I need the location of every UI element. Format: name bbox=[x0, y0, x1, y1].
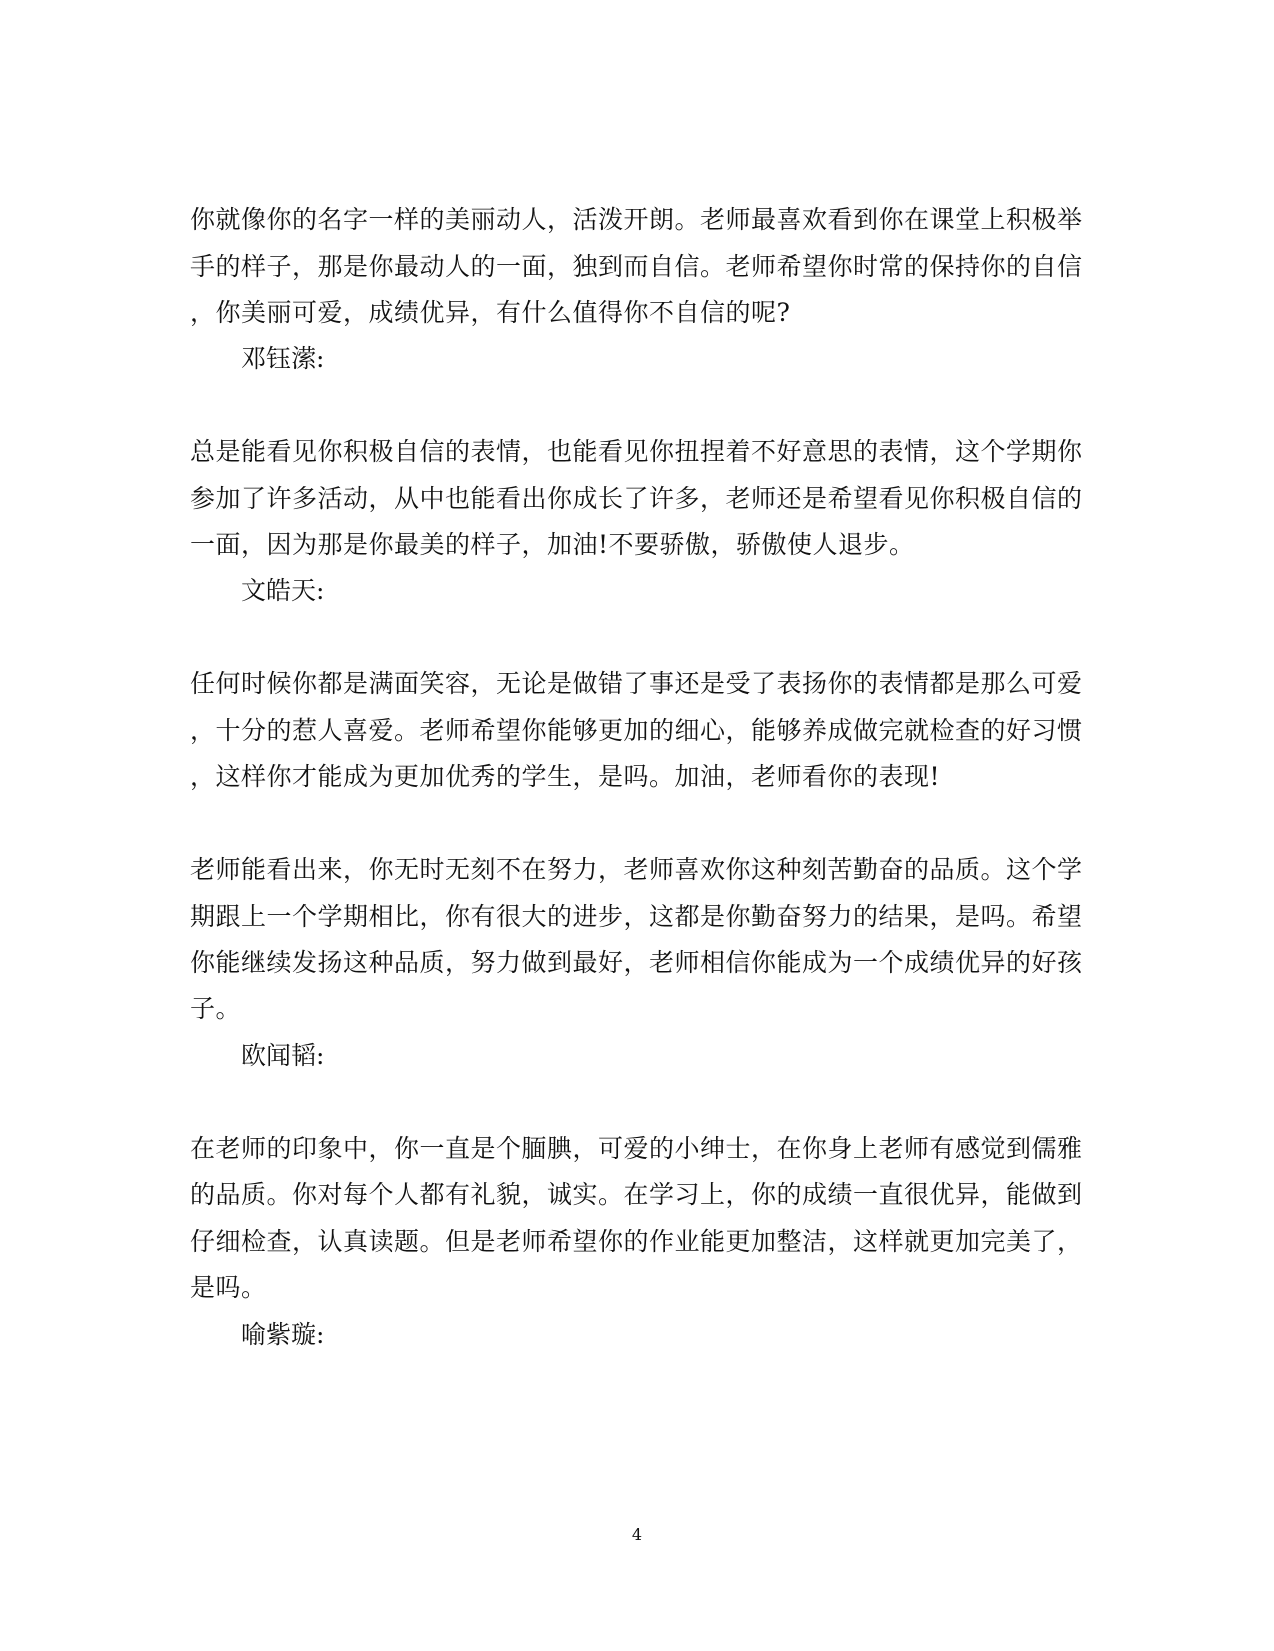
paragraph-line: 你就像你的名字一样的美丽动人，活泼开朗。老师最喜欢看到你在课堂上积极举 bbox=[190, 205, 1083, 234]
paragraph-line: 仔细检查，认真读题。但是老师希望你的作业能更加整洁，这样就更加完美了， bbox=[190, 1227, 1083, 1256]
paragraph-line: 的品质。你对每个人都有礼貌，诚实。在学习上，你的成绩一直很优异，能做到 bbox=[190, 1180, 1083, 1209]
paragraph-line: ，十分的惹人喜爱。老师希望你能够更加的细心，能够养成做完就检查的好习惯 bbox=[190, 716, 1083, 745]
paragraph-line: 一面，因为那是你最美的样子，加油!不要骄傲，骄傲使人退步。 bbox=[190, 530, 915, 559]
paragraph-line: 任何时候你都是满面笑容，无论是做错了事还是受了表扬你的表情都是那么可爱 bbox=[190, 669, 1083, 698]
paragraph-line: 期跟上一个学期相比，你有很大的进步，这都是你勤奋努力的结果，是吗。希望 bbox=[190, 902, 1083, 931]
student-name: 邓钰潆: bbox=[241, 344, 325, 373]
paragraph-line: 在老师的印象中，你一直是个腼腆，可爱的小绅士，在你身上老师有感觉到儒雅 bbox=[190, 1134, 1083, 1163]
paragraph-line: 参加了许多活动，从中也能看出你成长了许多，老师还是希望看见你积极自信的 bbox=[190, 484, 1083, 513]
paragraph-line: 是吗。 bbox=[190, 1273, 267, 1302]
paragraph-line: 总是能看见你积极自信的表情，也能看见你扭捏着不好意思的表情，这个学期你 bbox=[190, 437, 1083, 466]
paragraph-line: 你能继续发扬这种品质，努力做到最好，老师相信你能成为一个成绩优异的好孩 bbox=[190, 948, 1083, 977]
student-name: 喻紫璇: bbox=[241, 1320, 325, 1349]
student-name: 欧闻韬: bbox=[241, 1041, 325, 1070]
student-name: 文皓天: bbox=[241, 576, 325, 605]
paragraph-line: 子。 bbox=[190, 994, 242, 1023]
page-number: 4 bbox=[631, 1525, 643, 1544]
paragraph-line: ，这样你才能成为更加优秀的学生，是吗。加油，老师看你的表现! bbox=[190, 762, 941, 791]
paragraph-line: ，你美丽可爱，成绩优异，有什么值得你不自信的呢? bbox=[190, 298, 791, 327]
paragraph-line: 手的样子，那是你最动人的一面，独到而自信。老师希望你时常的保持你的自信 bbox=[190, 252, 1083, 281]
paragraph-line: 老师能看出来，你无时无刻不在努力，老师喜欢你这种刻苦勤奋的品质。这个学 bbox=[190, 855, 1083, 884]
